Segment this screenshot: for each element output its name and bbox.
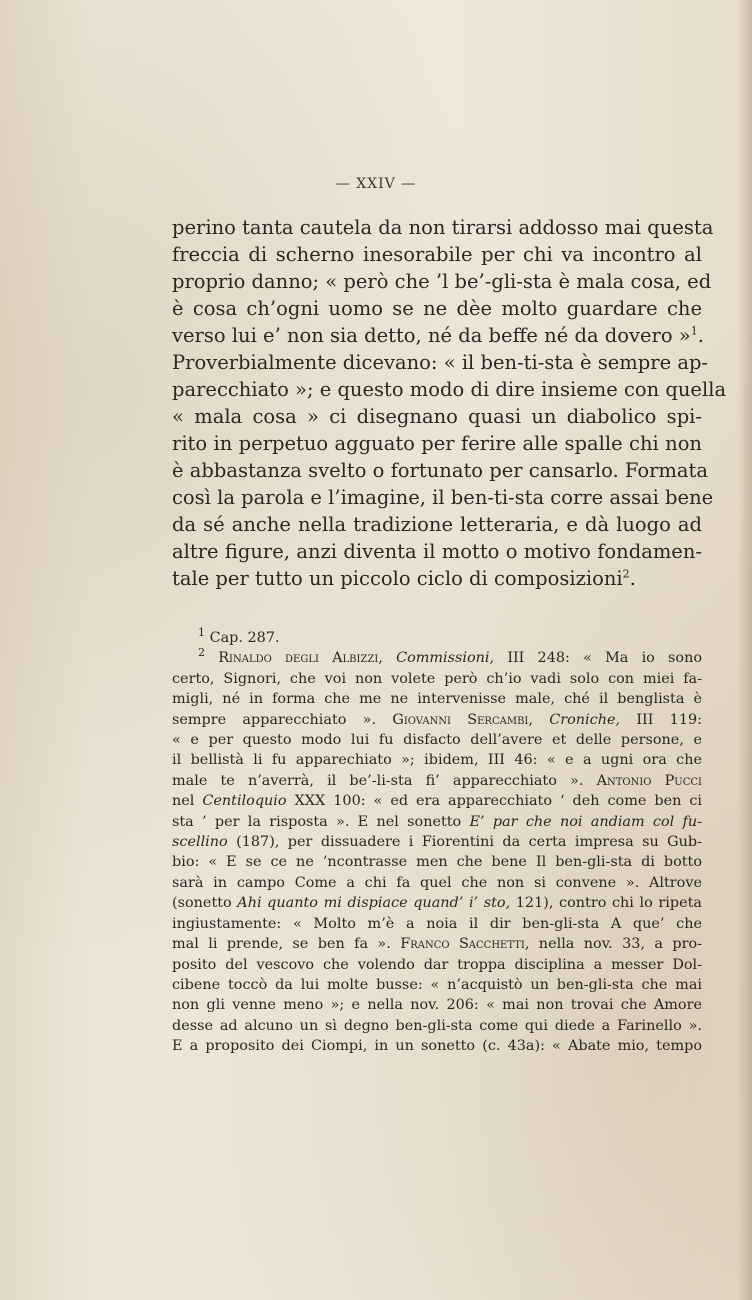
footnote-2-line: il bellistà li fu apparechiato »; ibidem, III 46: « e a ugni ora che	[172, 752, 702, 769]
work-title: Centiloquio	[202, 793, 287, 810]
page-edge-shadow	[738, 0, 752, 1300]
author-name: Franco Sacchetti,	[400, 936, 530, 953]
text-line: è abbastanza svelto o fortunato per cansarlo. Formata	[172, 459, 708, 482]
author-name: Antonio Pucci	[596, 772, 702, 789]
footnote-2-line	[172, 812, 702, 832]
footnote-2-line: non gli venne meno »; e nella nov. 206: « mai non trovai che Amore	[172, 997, 702, 1014]
footnote-2-line	[172, 648, 702, 668]
footnote-text: nella nov. 33, a pro-	[529, 936, 702, 953]
footnote-text: nel	[172, 793, 203, 810]
text-line: « mala cosa » ci disegnano quasi un diabolico spi-	[172, 405, 702, 428]
footnote-2-line: « e per questo modo lui fu disfacto dell’avere et delle persone, e	[172, 732, 702, 749]
footnote-text: (187), per dissuadere i Fiorentini da certa impresa su Gub-	[227, 834, 702, 851]
text-line: così la parola e l’imagine, il ben-ti-sta corre assai bene	[172, 486, 714, 509]
footnote-ref-trail: .	[629, 567, 636, 590]
footnote-text: sta ’ per la risposta ». E nel sonetto	[172, 813, 470, 830]
footnote-2-marker: 2	[198, 646, 205, 660]
footnote-2-line	[172, 832, 702, 852]
text-line: è cosa ch’ogni uomo se ne dèe molto guardare che	[172, 297, 702, 320]
footnote-ref-trail: .	[697, 324, 704, 347]
footnote-2-line: ingiustamente: « Molto m’è a noia il dir ben-gli-sta A que’ che	[172, 915, 702, 932]
footnote-text: III 248: « Ma io sono	[494, 650, 703, 667]
footnote-text: III 119:	[620, 711, 702, 728]
text-line: verso lui e’ non sia detto, né da beffe né da dovero »	[172, 324, 691, 347]
footnote-2-line	[172, 934, 702, 954]
footnote-2-line: certo, Signori, che voi non volete però ch’io vadi solo con miei fa-	[172, 670, 702, 687]
text-line: perino tanta cautela da non tirarsi addosso mai questa	[172, 216, 714, 239]
footnote-2-line: migli, né in forma che me ne intervenisse male, ché il benglista è	[172, 691, 702, 708]
author-name: Rinaldo degli Albizzi,	[218, 650, 383, 667]
text-line: tale per tutto un piccolo ciclo di composizioni	[172, 567, 623, 590]
footnote-2-line	[172, 771, 702, 791]
footnote-text: sempre apparecchiato ».	[172, 711, 393, 728]
text-line: proprio danno; « però che ’l be’-gli-sta è mala cosa, ed	[172, 270, 712, 293]
footnote-2-line	[172, 710, 702, 730]
page-number-header: — XXIV —	[335, 176, 417, 192]
text-line: parecchiato »; e questo modo di dire insieme con quella	[172, 378, 727, 401]
text-line: da sé anche nella tradizione letteraria, e dà luogo ad	[172, 513, 702, 536]
work-title: Croniche,	[549, 711, 621, 728]
text-line-with-fnref	[172, 565, 702, 592]
text-line: freccia di scherno inesorabile per chi va incontro al	[172, 243, 702, 266]
main-body-text	[172, 214, 727, 592]
work-title: Ahi quanto mi dispiace quand’ i’ sto,	[237, 895, 511, 912]
footnote-1	[172, 628, 702, 648]
work-title: Commissioni,	[396, 650, 495, 667]
footnote-text: (sonetto	[172, 895, 238, 912]
work-title: E’ par che noi andiam col fu-	[469, 813, 703, 830]
text-line: altre figure, anzi diventa il motto o motivo fondamen-	[172, 540, 702, 563]
text-line: rito in perpetuo agguato per ferire alle spalle chi non	[172, 432, 702, 455]
work-title: scellino	[172, 834, 228, 851]
footnote-2-line: E a proposito dei Ciompi, in un sonetto (c. 43a): « Abate mio, tempo	[172, 1038, 702, 1055]
footnote-2-line: cibene toccò da lui molte busse: « n’acquistò un ben-gli-sta che mai	[172, 976, 702, 993]
footnote-text: male te n’averrà, il be’-li-sta fi’ apparecchiato ».	[172, 772, 597, 789]
footnote-1-text: Cap. 287.	[209, 630, 280, 646]
footnote-text: mal li prende, se ben fa ».	[172, 936, 401, 953]
footnote-text: XXX 100: « ed era apparecchiato ‘ deh come ben ci	[286, 793, 702, 810]
text-line-with-fnref	[172, 322, 702, 349]
footnote-1-marker: 1	[198, 626, 205, 640]
footnote-ref-1: 1	[690, 324, 698, 338]
author-name: Giovanni Sercambi,	[392, 711, 533, 728]
footnote-text: 121), contro chi lo ripeta	[510, 895, 702, 912]
footnote-2-line	[172, 791, 702, 811]
footnote-2-line: posito del vescovo che volendo dar troppa disciplina a messer Dol-	[172, 956, 702, 973]
footnote-2-line: sarà in campo Come a chi fa quel che non si convene ». Altrove	[172, 874, 702, 891]
text-line: Proverbialmente dicevano: « il ben-ti-sta è sempre ap-	[172, 351, 709, 374]
footnote-2-line	[172, 893, 702, 913]
footnote-ref-2: 2	[622, 567, 630, 581]
footnote-2-line: desse ad alcuno un sì degno ben-gli-sta come qui diede a Farinello ».	[172, 1017, 702, 1034]
footnote-2-line: bio: « E se ce ne ’ncontrasse men che bene Il ben-gli-sta di botto	[172, 854, 702, 871]
footnotes-section	[172, 628, 702, 1057]
